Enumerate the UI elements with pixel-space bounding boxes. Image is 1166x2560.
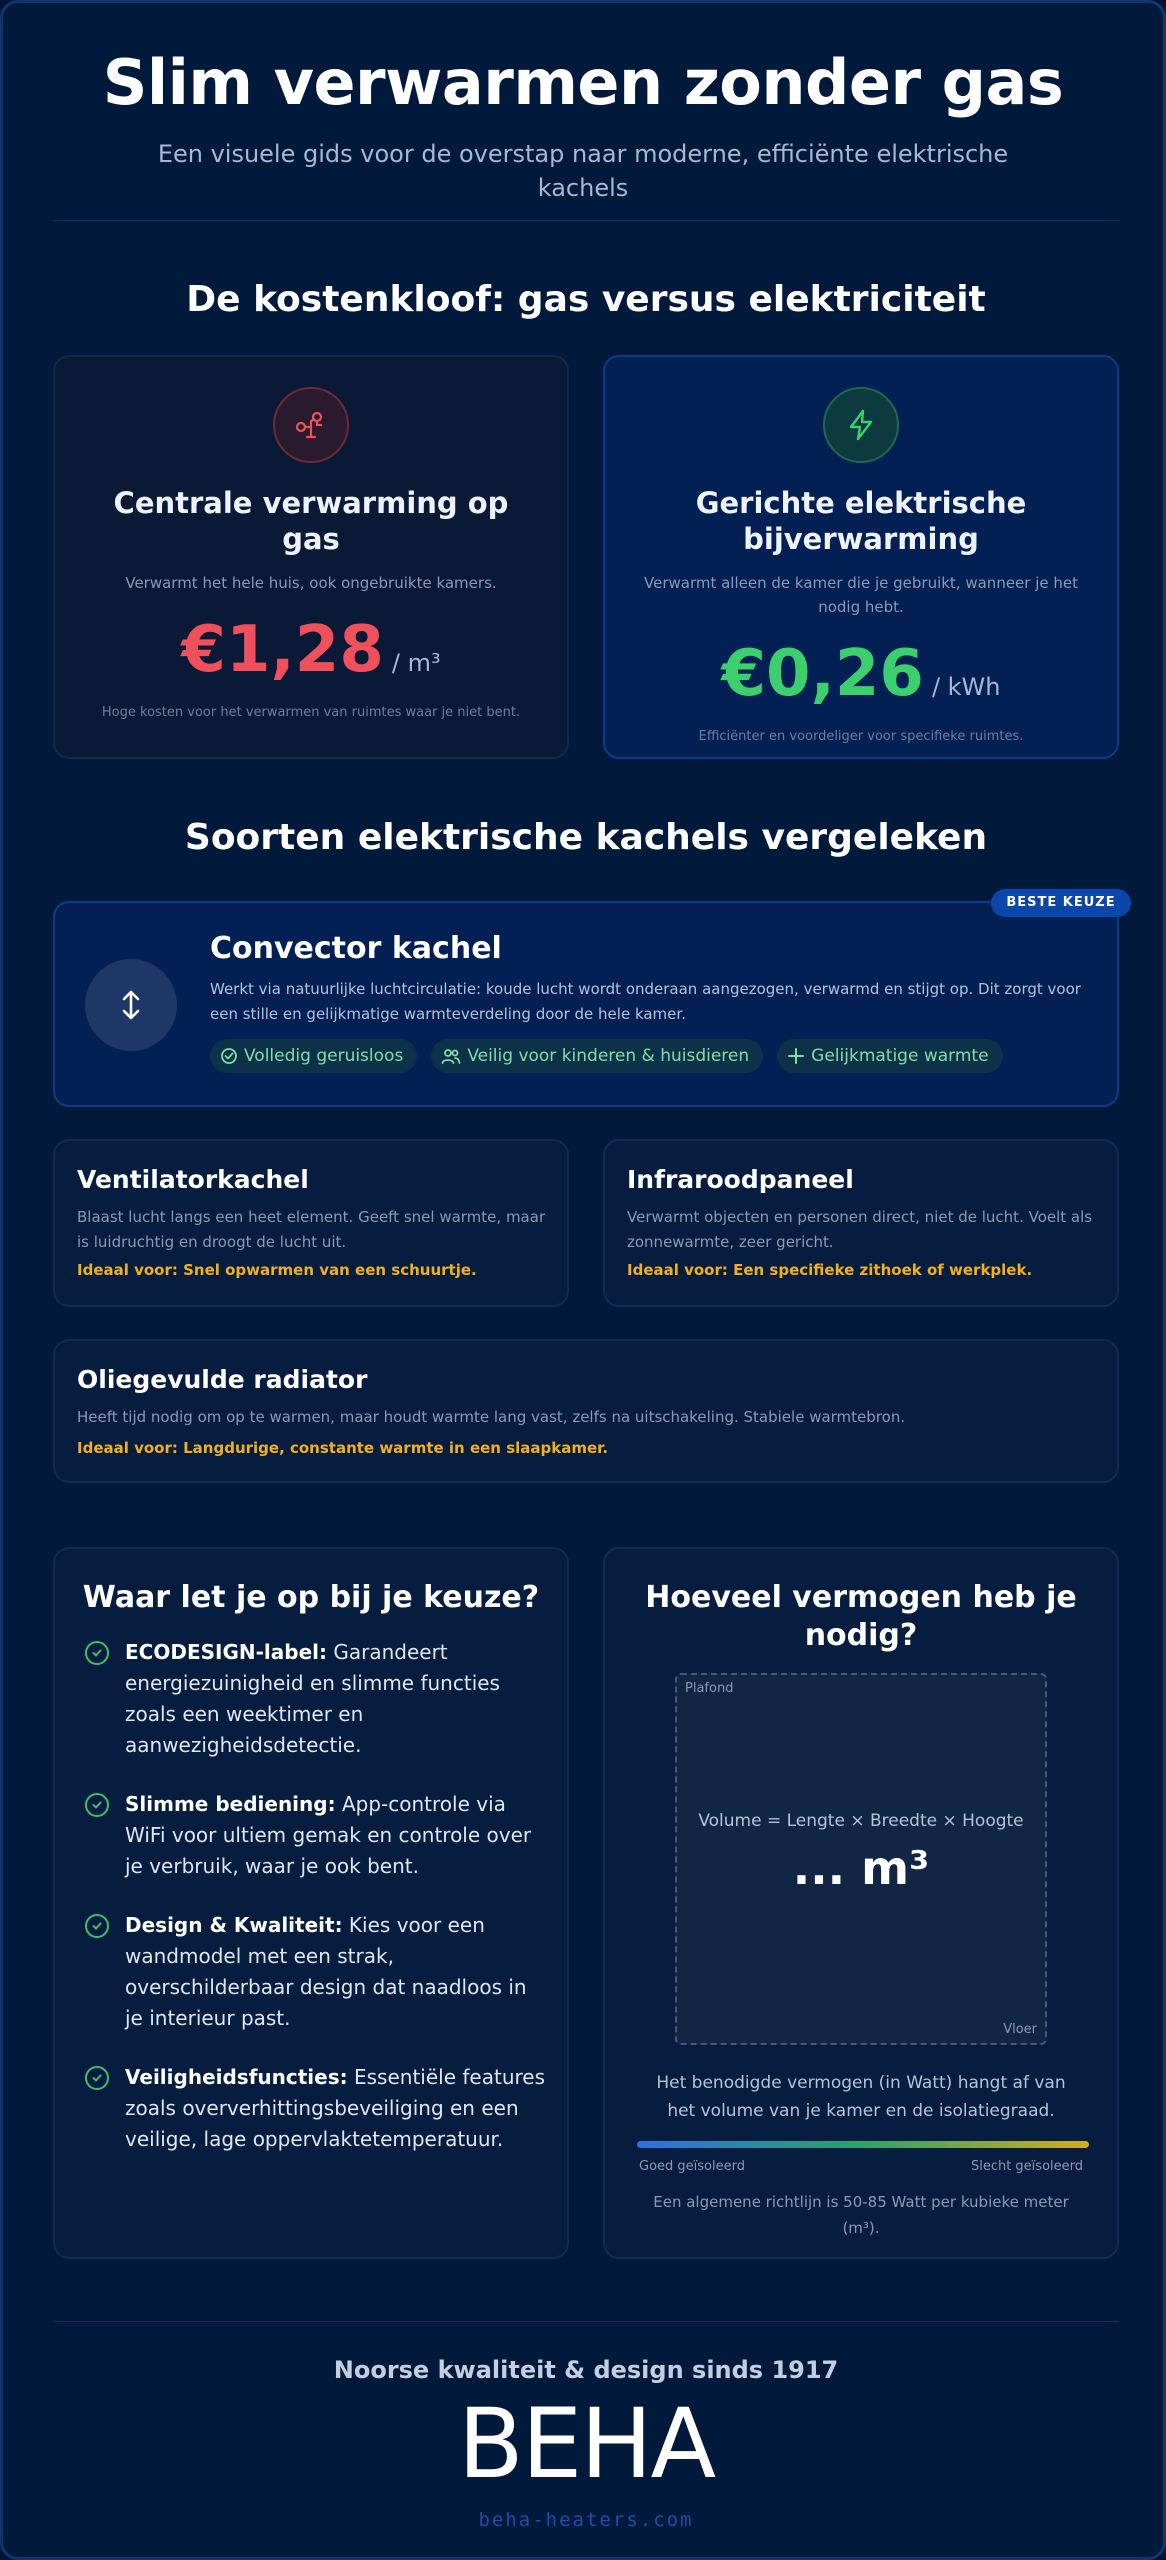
power-explanation: Het benodigde vermogen (in Watt) hangt af van het volume van je kamer en de isolatiegraad.	[656, 2073, 1066, 2121]
convector-description: Werkt via natuurlijke luchtcirculatie: koude lucht wordt onderaan aangezogen, verwarmd en stijgt op. Dit zorgt voor een stille en gelijkmatige warmteverdeling door de hele kamer.	[210, 980, 1081, 1023]
check-icon	[85, 1914, 109, 1938]
feature-pill-label: Veilig voor kinderen & huisdieren	[467, 1046, 750, 1066]
choice-item-label: Veiligheidsfuncties:	[125, 2065, 348, 2089]
infrared-title: Infraroodpaneel	[627, 1165, 854, 1194]
cost-section-title: De kostenkloof: gas versus elektriciteit	[186, 279, 986, 320]
electric-card-title: Gerichte elektrische bijverwarming	[695, 486, 1027, 556]
choice-item-label: ECODESIGN-label:	[125, 1640, 327, 1664]
electric-card-note: Efficiënter en voordeliger voor specifieke ruimtes.	[698, 729, 1024, 744]
choice-panel	[53, 1547, 569, 2259]
feature-pill	[777, 1039, 1002, 1073]
brand-logo: BEHA	[457, 2388, 715, 2500]
footer-divider	[53, 2321, 1119, 2322]
list-item	[85, 1910, 545, 2034]
feature-pill-label: Gelijkmatige warmte	[811, 1046, 989, 1066]
gas-price-value: €1,28	[181, 613, 384, 687]
choice-item-text: Essentiële features zoals oververhittingsbeveiliging en een veilige, lage oppervlaktetemperatuur.	[125, 2065, 546, 2151]
power-title: Hoeveel vermogen heb je nodig?	[645, 1580, 1077, 1653]
lightning-icon	[823, 387, 899, 463]
page-title: Slim verwarmen zonder gas	[102, 46, 1064, 119]
choice-item-text: App-controle via WiFi voor ultiem gemak en controle over je verbruik, waar je ook bent.	[125, 1792, 532, 1878]
fan-heater-card	[53, 1139, 569, 1307]
electric-price-value: €0,26	[721, 637, 924, 711]
footer-tagline: Noorse kwaliteit & design sinds 1917	[333, 2356, 839, 2384]
infrared-description: Verwarmt objecten en personen direct, niet de lucht. Voelt als zonnewarmte, zeer gericht.	[627, 1208, 1093, 1251]
gas-price	[55, 613, 567, 687]
electric-price-unit: / kWh	[931, 673, 1001, 701]
choice-title: Waar let je op bij je keuze?	[82, 1580, 540, 1615]
electric-card-description: Verwarmt alleen de kamer die je gebruikt, wanneer je het nodig hebt.	[644, 574, 1078, 616]
electric-cost-card	[603, 355, 1119, 759]
choice-list	[85, 1637, 545, 2183]
volume-value: ... m³	[792, 1841, 930, 1895]
gas-cost-card	[53, 355, 569, 759]
convector-card	[53, 901, 1119, 1107]
convector-features	[210, 1039, 1003, 1073]
infrared-card	[603, 1139, 1119, 1307]
list-item	[85, 1637, 545, 1761]
insulation-scale	[637, 2141, 1089, 2148]
feature-pill	[210, 1039, 417, 1073]
oil-radiator-ideal: Ideaal voor: Langdurige, constante warmte in een slaapkamer.	[77, 1439, 609, 1457]
scale-right-label: Slecht geïsoleerd	[970, 2159, 1083, 2174]
fan-heater-description: Blaast lucht langs een heet element. Geeft snel warmte, maar is luidruchtig en droogt de lucht uit.	[77, 1208, 546, 1251]
fan-heater-ideal: Ideaal voor: Snel opwarmen van een schuurtje.	[77, 1261, 477, 1279]
ceiling-label: Plafond	[685, 1681, 734, 1696]
power-guideline: Een algemene richtlijn is 50-85 Watt per kubieke meter (m³).	[653, 2193, 1069, 2237]
divider	[53, 220, 1119, 221]
choice-item-label: Slimme bediening:	[125, 1792, 336, 1816]
website-link[interactable]: beha-heaters.com	[478, 2509, 694, 2531]
convector-title: Convector kachel	[210, 931, 502, 966]
check-icon	[85, 1793, 109, 1817]
room-diagram	[675, 1673, 1047, 2045]
oil-radiator-title: Oliegevulde radiator	[77, 1365, 368, 1394]
types-section-title: Soorten elektrische kachels vergeleken	[184, 817, 988, 858]
up-down-arrows-icon	[85, 959, 177, 1051]
gas-card-title: Centrale verwarming op gas	[113, 486, 509, 556]
choice-item-text: Garandeert energiezuinigheid en slimme functies zoals een weektimer en aanwezigheidsdetectie.	[125, 1640, 500, 1757]
list-item	[85, 1789, 545, 1882]
electric-price	[605, 637, 1117, 711]
fan-heater-title: Ventilatorkachel	[77, 1165, 309, 1194]
feature-pill-label: Volledig geruisloos	[244, 1046, 404, 1066]
floor-label: Vloer	[1003, 2022, 1037, 2037]
oil-radiator-description: Heeft tijd nodig om op te warmen, maar houdt warmte lang vast, zelfs na uitschakeling. Stabiele warmtebron.	[77, 1408, 906, 1426]
volume-formula: Volume = Lengte × Breedte × Hoogte	[698, 1811, 1024, 1831]
users-icon	[441, 1047, 461, 1065]
page-subtitle: Een visuele gids voor de overstap naar moderne, efficiënte elektrische kachels	[157, 140, 1009, 202]
gas-price-unit: / m³	[391, 649, 441, 677]
scale-left-label: Goed geïsoleerd	[639, 2159, 745, 2174]
gas-card-description: Verwarmt het hele huis, ook ongebruikte kamers.	[125, 574, 497, 592]
check-circle-icon	[220, 1047, 238, 1065]
best-choice-badge: BESTE KEUZE	[991, 889, 1131, 917]
check-icon	[85, 1641, 109, 1665]
plus-icon	[787, 1047, 805, 1065]
infrared-ideal: Ideaal voor: Een specifieke zithoek of werkplek.	[627, 1261, 1033, 1279]
oil-radiator-card	[53, 1339, 1119, 1483]
check-icon	[85, 2066, 109, 2090]
list-item	[85, 2062, 545, 2155]
choice-item-text: Kies voor een wandmodel met een strak, overschilderbaar design dat naadloos in je interieur past.	[125, 1913, 527, 2030]
gas-card-note: Hoge kosten voor het verwarmen van ruimtes waar je niet bent.	[101, 705, 521, 720]
feature-pill	[431, 1039, 763, 1073]
power-panel	[603, 1547, 1119, 2259]
header	[3, 3, 1163, 205]
gas-pipe-icon	[273, 387, 349, 463]
choice-item-label: Design & Kwaliteit:	[125, 1913, 343, 1937]
